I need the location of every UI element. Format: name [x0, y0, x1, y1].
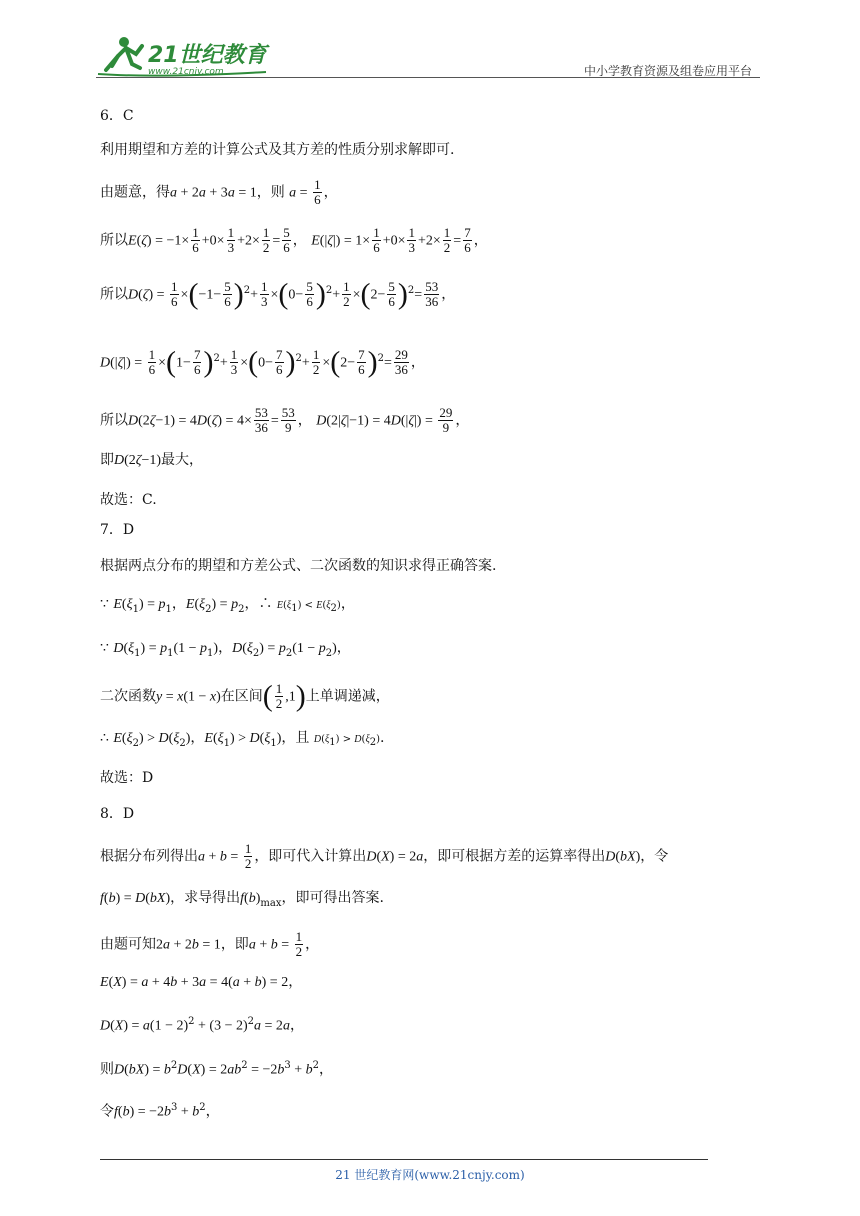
footer-divider: [100, 1159, 708, 1160]
svg-text:21世纪教育: 21世纪教育: [148, 43, 267, 68]
svg-text:www.21cnjy.com: www.21cnjy.com: [148, 67, 224, 77]
q6-line5: 所以D(2ζ−1) = 4D(ζ) = 4× $\frac{53}{36}$ = $\frac{53}{9}$ ， D(2|ζ|−1) = 4D(|ζ|) = $\frac{29}{9}$ ，: [100, 405, 470, 435]
q6-line6: 即D(2ζ−1)最大，: [100, 452, 204, 468]
site-logo: [96, 34, 276, 78]
q7-answer: 故选：D: [100, 770, 154, 786]
q6-line4: D(|ζ|) = $\frac{1}{6}$ ×(1− $\frac{7}{6}$ )$^2$+ $\frac{1}{3}$ ×(0− $\frac{7}{6}$ )$^2$+ $\frac{1}{2}$ ×(2− $\frac{7}{6}$ )$^2$= $\frac{29}{36}$ ，: [100, 345, 425, 379]
q8-line2: E(X) = a + 4b + 3a = 4(a + b) = 2，: [100, 974, 303, 990]
q7-line3: 二次函数y = x(1 − x)在区间( $\frac{1}{2}$ ,1)上单调递减，: [100, 679, 390, 713]
q7-line4: ∴ $E(\xi_2) > D(\xi_2)$，$E(\xi_1) > D(\xi_1)$，且 $D(\xi_1) > D(\xi_2)$.: [100, 730, 385, 749]
q7-line2: ∵ $D(\xi_1) = p_1(1 - p_1)$，$D(\xi_2) = p_2(1 - p_2)$，: [100, 640, 351, 659]
header-divider: [96, 77, 760, 78]
q7-line1: ∵ $E(\xi_1) = p_1$，$E(\xi_2) = p_2$，∴ $E(\xi_1) < E(\xi_2)$，: [100, 596, 355, 615]
q8-hint2: f(b) = D(bX)，求导得出$f(b)_{max}$，即可得出答案.: [100, 890, 384, 909]
q6-hint: 利用期望和方差的计算公式及其方差的性质分别求解即可.: [100, 142, 455, 158]
q8-line4: 则$D(bX) = b^2D(X) = 2ab^2 = -2b^3 + b^2$，: [100, 1060, 334, 1078]
q8-line1: 由题可知2a + 2b = 1，即a + b = $\frac{1}{2}$ ，: [100, 929, 320, 959]
q8-line5: 令$f(b) = -2b^3 + b^2$，: [100, 1102, 220, 1120]
q7-hint: 根据两点分布的期望和方差公式、二次函数的知识求得正确答案.: [100, 558, 497, 574]
q6-line2: 所以E(ζ) = −1× $\frac{1}{6}$ +0× $\frac{1}{3}$ +2× $\frac{1}{2}$ = $\frac{5}{6}$ ， E(|ζ|) = 1× $\frac{1}{6}$ +0× $\frac{1}{3}$ +2× $\frac{1}{2}$ = $\frac{7}{6}$ ，: [100, 225, 488, 255]
q6-line3: 所以D(ζ) = $\frac{1}{6}$ ×(−1− $\frac{5}{6}$ )$^2$+ $\frac{1}{3}$ ×(0− $\frac{5}{6}$ )$^2$+ $\frac{1}{2}$ ×(2− $\frac{5}{6}$ )$^2$= $\frac{53}{36}$ ，: [100, 277, 456, 311]
q7-heading: 7．D: [100, 522, 135, 538]
q6-line1: 由题意，得a + 2a + 3a = 1，则 a = $\frac{1}{6}$ ，: [100, 177, 338, 207]
q8-hint1: 根据分布列得出a + b = $\frac{1}{2}$ ，即可代入计算出D(X) = 2a，即可根据方差的运算率得出D(bX)，令: [100, 841, 669, 871]
q6-heading: 6．C: [100, 108, 134, 124]
q8-heading: 8．D: [100, 806, 135, 822]
q8-line3: $D(X) = a(1 - 2)^2 + (3 - 2)^2a = 2a$，: [100, 1016, 304, 1034]
page-header: [96, 34, 760, 78]
header-platform-text: 中小学教育资源及组卷应用平台: [583, 64, 752, 78]
q6-answer: 故选：C.: [100, 492, 157, 508]
footer-link[interactable]: 21 世纪教育网(www.21cnjy.com): [335, 1168, 525, 1182]
